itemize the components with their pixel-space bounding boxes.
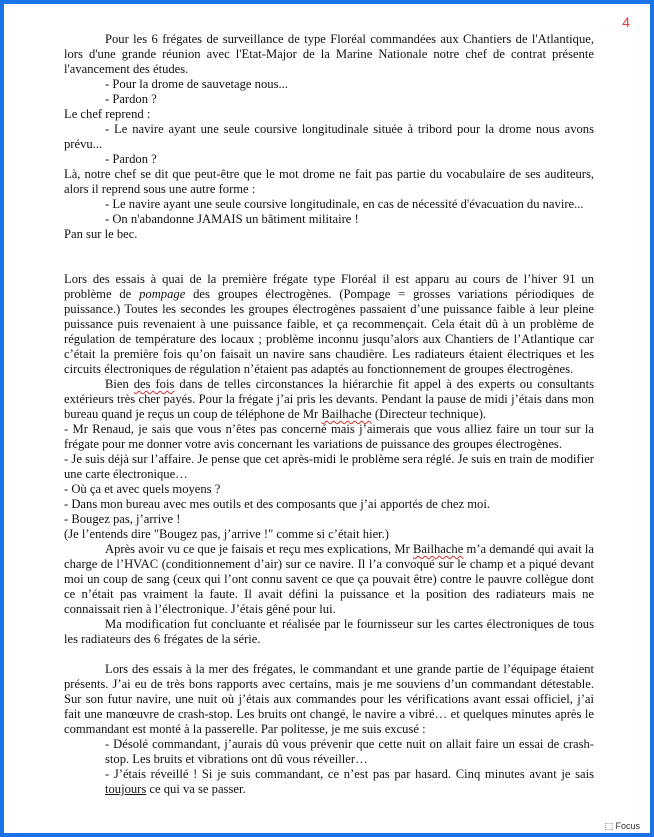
dialogue-line: - Où ça et avec quels moyens ? bbox=[64, 482, 221, 496]
focus-mode-button[interactable] bbox=[600, 820, 644, 833]
dialogue-line: - Désolé commandant, j’aurais dû vous prévenir que cette nuit on allait faire un essai de crash-stop. Les bruits et vibrations ont dû vous réveiller… bbox=[105, 737, 594, 766]
dialogue-line bbox=[64, 767, 594, 797]
page-number: 4 bbox=[622, 14, 630, 30]
dialogue-line: - Pardon ? bbox=[105, 152, 157, 166]
paragraph: Le chef reprend : bbox=[64, 107, 151, 121]
text-run: Bien bbox=[105, 377, 134, 391]
dialogue-line: - On n'abandonne JAMAIS un bâtiment militaire ! bbox=[105, 212, 359, 226]
paragraph: (Je l’entends dire "Bougez pas, j’arrive !" comme si c’était hier.) bbox=[64, 527, 390, 541]
paragraph: Ma modification fut concluante et réalisée par le fournisseur sur les cartes électroniques de tous les radiateurs des 6 frégates de la série. bbox=[64, 617, 594, 646]
focus-icon: ⬚ bbox=[604, 821, 613, 831]
document-page bbox=[4, 4, 650, 833]
emphasis-text: pompage bbox=[139, 287, 186, 301]
spacer bbox=[64, 647, 594, 662]
dialogue-line: - Je suis déjà sur l’affaire. Je pense que cet après-midi le problème sera réglé. Je suis en train de modifier une carte électronique… bbox=[64, 452, 594, 481]
dialogue-line: - Mr Renaud, je sais que vous n’êtes pas concerné mais j’aimerais que vous alliez faire un tour sur la frégate pour me donner votre avis concernant les variations de puissance des groupes électrogènes. bbox=[64, 422, 594, 451]
spellcheck-text: Bailhache bbox=[321, 407, 372, 421]
text-run: - J’étais réveillé ! Si je suis commandant, ce n’est pas par hasard. Cinq minutes avant je sais bbox=[105, 767, 594, 781]
paragraph: Pan sur le bec. bbox=[64, 227, 138, 241]
dialogue-line: - Pour la drome de sauvetage nous... bbox=[105, 77, 288, 91]
text-run: m’a demandé qui avait la charge de l’HVAC (conditionnement d’air) sur ce navire. Il l’a convoqué sur le champ et a piqué devant moi un coup de sang (ceux qui l’ont connu savent ce que ça pouvait être) contre le pauvre collègue dont ce n’était pas vraiment la faute. Il avait défini la puissance et la position des radiateurs mais ne connaissait rien à l’électronique. J’étais gêné pour lui. bbox=[64, 542, 594, 616]
text-run: Lors des essais à quai de la première frégate type Floréal il est apparu au cours de l’hiver 91 un problème de bbox=[64, 272, 594, 301]
document-body bbox=[64, 32, 594, 797]
spellcheck-text: des fois bbox=[133, 377, 175, 391]
dialogue-line: - Bougez pas, j’arrive ! bbox=[64, 512, 181, 526]
paragraph: Pour les 6 frégates de surveillance de type Floréal commandées aux Chantiers de l'Atlantique, lors d'une grande réunion avec l'Etat-Major de la Marine Nationale notre chef de contrat présente l'avancement des études. bbox=[64, 32, 594, 76]
dialogue-line: - Pardon ? bbox=[105, 92, 157, 106]
underlined-text: toujours bbox=[105, 782, 147, 796]
paragraph: Lors des essais à la mer des frégates, le commandant et une grande partie de l’équipage étaient présents. J’ai eu de très bons rapports avec certains, mais je me souviens d’un commandant détestable. Sur son futur navire, une nuit où j’étais aux commandes pour les vérifications avant essai officiel, j’ai fait une manœuvre de crash-stop. Les bruits ont changé, le navire a vibré… et quelques minutes après le commandant est monté à la passerelle. Par politesse, je me suis excusé : bbox=[64, 662, 594, 736]
text-run: des groupes électrogènes. (Pompage = grosses variations périodiques de puissance.) Toutes les secondes les groupes électrogènes passaient d’une puissance faible à leur pleine puissance puis revenaient à une puissance faible, et ça recommençait. Cela était dû à un problème de régulation de température des locaux ; problème inconnu jusqu’alors aux Chantiers de l’Atlantique car c’était la première fois qu’on faisait un navire sans chaudière. Les radiateurs étaient électriques et les circuits électroniques de régulation n’étaient pas adaptés au fonctionnement de groupes électrogènes. bbox=[64, 287, 594, 376]
paragraph bbox=[64, 377, 594, 422]
text-run: dans de telles circonstances la hiérarchie fit appel à des experts ou consultants extérieurs très cher payés. Pour la frégate j’ai pris les devants. Pendant la pause de midi j’étais dans mon bureau quand je reçus un coup de téléphone de Mr bbox=[64, 377, 595, 421]
dialogue-line: - Le navire ayant une seule coursive longitudinale, en cas de nécessité d'évacuation du navire... bbox=[105, 197, 584, 211]
focus-label: Focus bbox=[615, 821, 640, 831]
text-run: (Directeur technique). bbox=[371, 407, 487, 421]
paragraph bbox=[64, 542, 594, 617]
dialogue-line: - Dans mon bureau avec mes outils et des composants que j’ai apportés de chez moi. bbox=[64, 497, 490, 511]
paragraph bbox=[64, 272, 594, 377]
text-run: ce qui va se passer. bbox=[146, 782, 246, 796]
spacer bbox=[64, 242, 594, 272]
text-run: Après avoir vu ce que je faisais et reçu mes explications, Mr bbox=[105, 542, 413, 556]
dialogue-line: - Le navire ayant une seule coursive longitudinale située à tribord pour la drome nous avons prévu... bbox=[64, 122, 594, 151]
spellcheck-text: Bailhache bbox=[412, 542, 464, 556]
paragraph: Là, notre chef se dit que peut-être que le mot drome ne fait pas partie du vocabulaire de ses auditeurs, alors il reprend sous une autre forme : bbox=[64, 167, 594, 196]
